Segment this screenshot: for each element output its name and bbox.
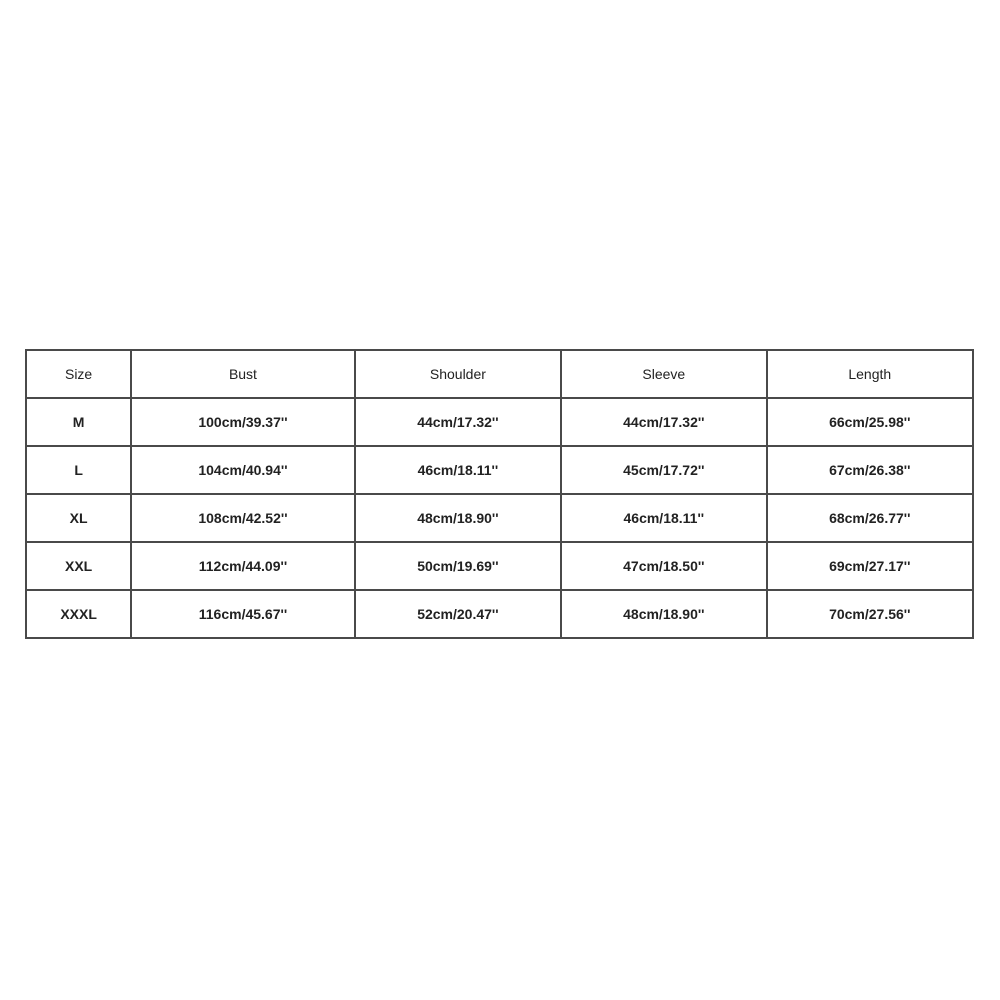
header-bust: Bust [131, 350, 354, 398]
cell-bust: 108cm/42.52'' [131, 494, 354, 542]
cell-sleeve: 47cm/18.50'' [561, 542, 766, 590]
table-row [26, 590, 973, 638]
cell-shoulder: 52cm/20.47'' [355, 590, 561, 638]
header-shoulder: Shoulder [355, 350, 561, 398]
cell-size: L [26, 446, 131, 494]
cell-bust: 116cm/45.67'' [131, 590, 354, 638]
cell-length: 69cm/27.17'' [767, 542, 973, 590]
cell-length: 66cm/25.98'' [767, 398, 973, 446]
cell-shoulder: 44cm/17.32'' [355, 398, 561, 446]
header-size: Size [26, 350, 131, 398]
header-sleeve: Sleeve [561, 350, 766, 398]
cell-size: XL [26, 494, 131, 542]
cell-size: XXXL [26, 590, 131, 638]
cell-size: M [26, 398, 131, 446]
cell-bust: 112cm/44.09'' [131, 542, 354, 590]
cell-shoulder: 48cm/18.90'' [355, 494, 561, 542]
cell-bust: 100cm/39.37'' [131, 398, 354, 446]
table-row [26, 446, 973, 494]
cell-sleeve: 45cm/17.72'' [561, 446, 766, 494]
cell-bust: 104cm/40.94'' [131, 446, 354, 494]
size-chart-table [25, 349, 974, 639]
header-length: Length [767, 350, 973, 398]
table-row [26, 494, 973, 542]
cell-shoulder: 50cm/19.69'' [355, 542, 561, 590]
table-row [26, 398, 973, 446]
header-row [26, 350, 973, 398]
cell-length: 68cm/26.77'' [767, 494, 973, 542]
cell-sleeve: 48cm/18.90'' [561, 590, 766, 638]
cell-length: 70cm/27.56'' [767, 590, 973, 638]
cell-sleeve: 46cm/18.11'' [561, 494, 766, 542]
cell-shoulder: 46cm/18.11'' [355, 446, 561, 494]
cell-length: 67cm/26.38'' [767, 446, 973, 494]
cell-size: XXL [26, 542, 131, 590]
table-row [26, 542, 973, 590]
cell-sleeve: 44cm/17.32'' [561, 398, 766, 446]
